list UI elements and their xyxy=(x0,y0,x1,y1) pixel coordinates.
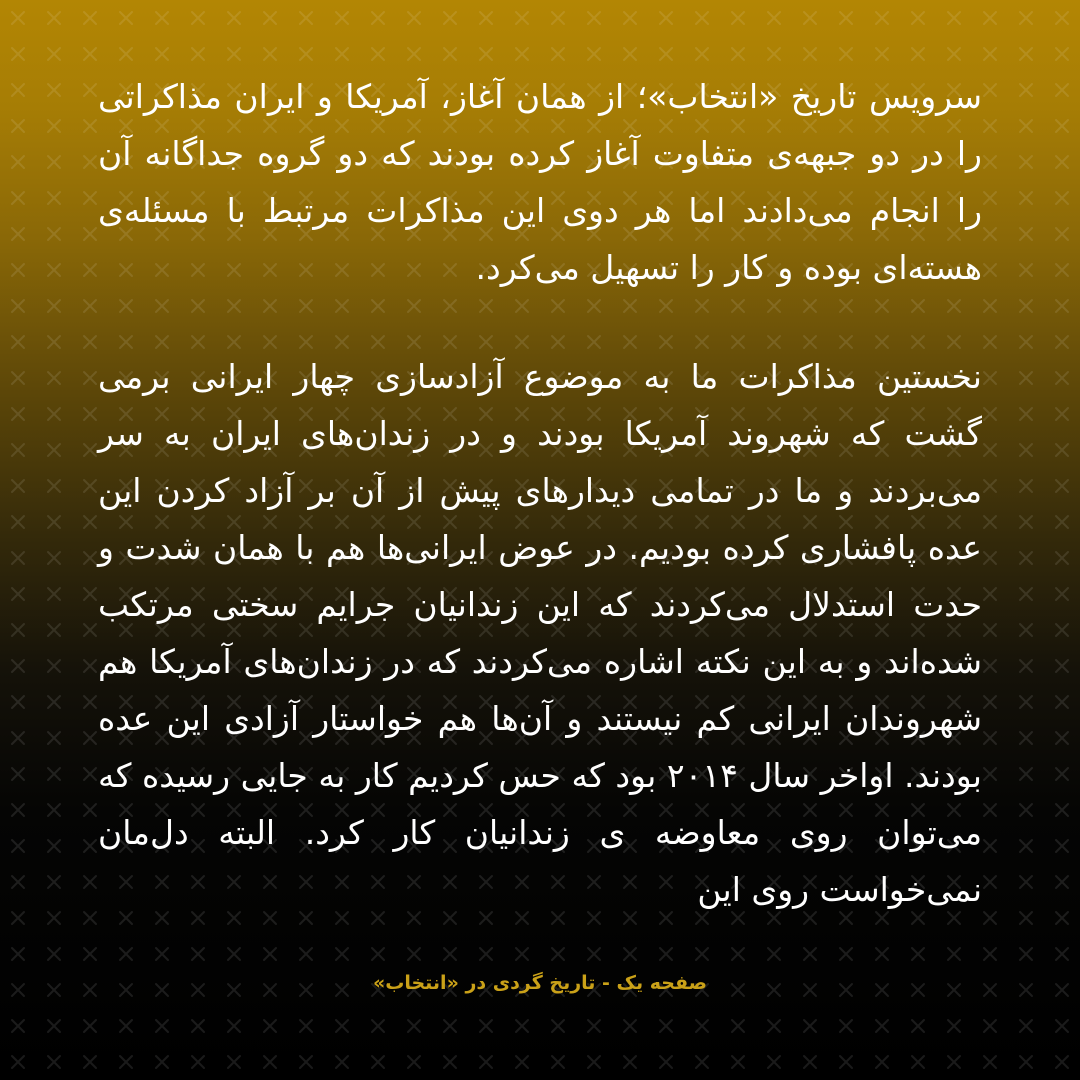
footer-caption: صفحه یک - تاریخ گردی در «انتخاب» xyxy=(372,972,708,994)
article-paragraph-2: نخستین مذاکرات ما به موضوع آزادسازی چهار ایرانی برمی گشت که شهروند آمریکا بودند و در زندان‌های ایران به سر می‌بردند و ما در تمامی دیدارهای پیش از آن بر آزاد کردن این عده پافشاری کرده بودیم. در عوض ایرانی‌ها هم با همان شدت و حدت استدلال می‌کردند که این زندانیان جرایم سختی مرتکب شده‌اند و به این نکته اشاره می‌کردند که در زندان‌های آمریکا هم شهروندان ایرانی کم نیستند و آن‌ها هم خواستار آزادی این عده بودند. اواخر سال ۲۰۱۴ بود که حس کردیم کار به جایی رسیده که می‌توان روی معاوضه ی زندانیان کار کرد. البته دل‌مان نمی‌خواست روی این xyxy=(98,357,982,909)
article-body xyxy=(98,68,982,918)
article-paragraph-1: سرویس تاریخ «انتخاب»؛ از همان آغاز، آمریکا و ایران مذاکراتی را در دو جبهه‌ی متفاوت آغاز کرده بودند که دو گروه جداگانه آن را انجام می‌دادند اما هر دوی این مذاکرات مرتبط با مسئله‌ی هسته‌ای بوده و کار را تسهیل می‌کرد. xyxy=(98,77,982,287)
